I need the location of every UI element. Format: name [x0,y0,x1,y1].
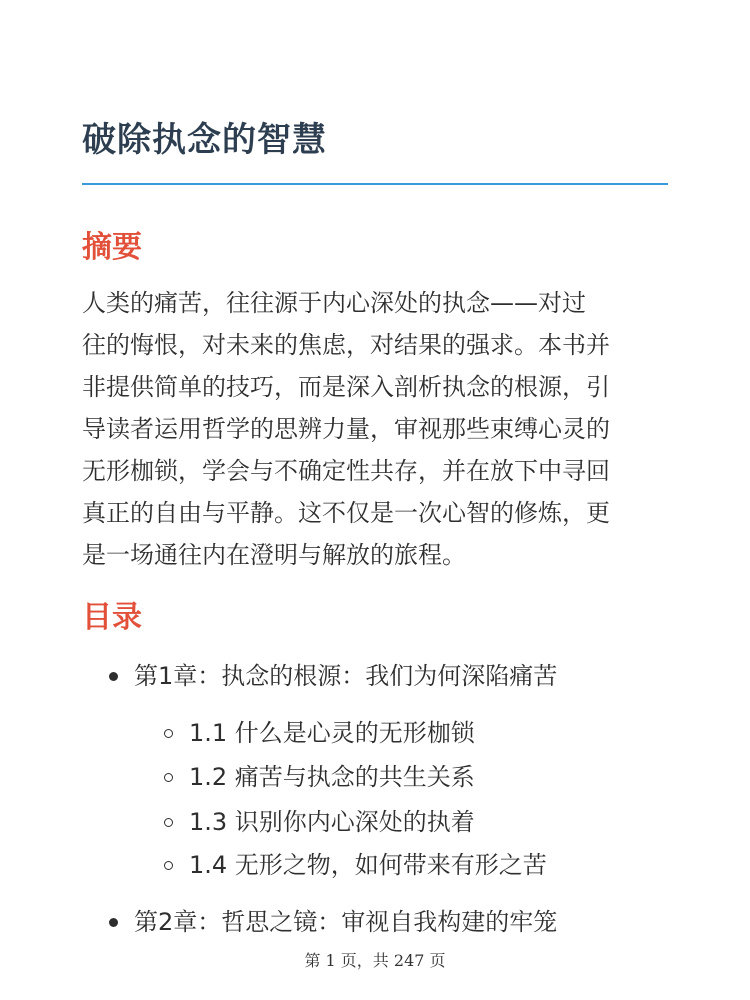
bullet-dot-icon [109,918,118,927]
bullet-circle-icon [164,861,173,870]
toc-section-label: 1.3 识别你内心深处的执着 [189,808,475,836]
abstract-line: 导读者运用哲学的思辨力量，审视那些束缚心灵的 [82,415,610,443]
page-number-footer: 第 1 页，共 247 页 [304,951,446,970]
abstract-body [82,282,668,576]
abstract-line: 人类的痛苦，往往源于内心深处的执念——对过 [82,289,586,317]
toc-chapter-label: 第1章：执念的根源：我们为何深陷痛苦 [134,662,558,690]
abstract-line: 真正的自由与平静。这不仅是一次心智的修炼，更 [82,499,610,527]
toc-section-label: 1.4 无形之物，如何带来有形之苦 [189,851,547,879]
document-page [82,0,668,1000]
toc-heading: 目录 [82,600,142,635]
toc-section-label: 1.2 痛苦与执念的共生关系 [189,763,475,791]
title-divider [82,183,668,185]
page-title: 破除执念的智慧 [82,120,327,160]
abstract-line: 是一场通往内在澄明与解放的旅程。 [82,541,466,569]
bullet-circle-icon [164,729,173,738]
bullet-circle-icon [164,818,173,827]
abstract-heading: 摘要 [82,230,142,265]
abstract-line: 无形枷锁，学会与不确定性共存，并在放下中寻回 [82,457,610,485]
abstract-line: 往的悔恨，对未来的焦虑，对结果的强求。本书并 [82,331,610,359]
toc-chapter-label: 第2章：哲思之镜：审视自我构建的牢笼 [134,908,558,936]
abstract-line: 非提供简单的技巧，而是深入剖析执念的根源，引 [82,373,610,401]
bullet-dot-icon [109,672,118,681]
toc-section-label: 1.1 什么是心灵的无形枷锁 [189,719,475,747]
bullet-circle-icon [164,773,173,782]
